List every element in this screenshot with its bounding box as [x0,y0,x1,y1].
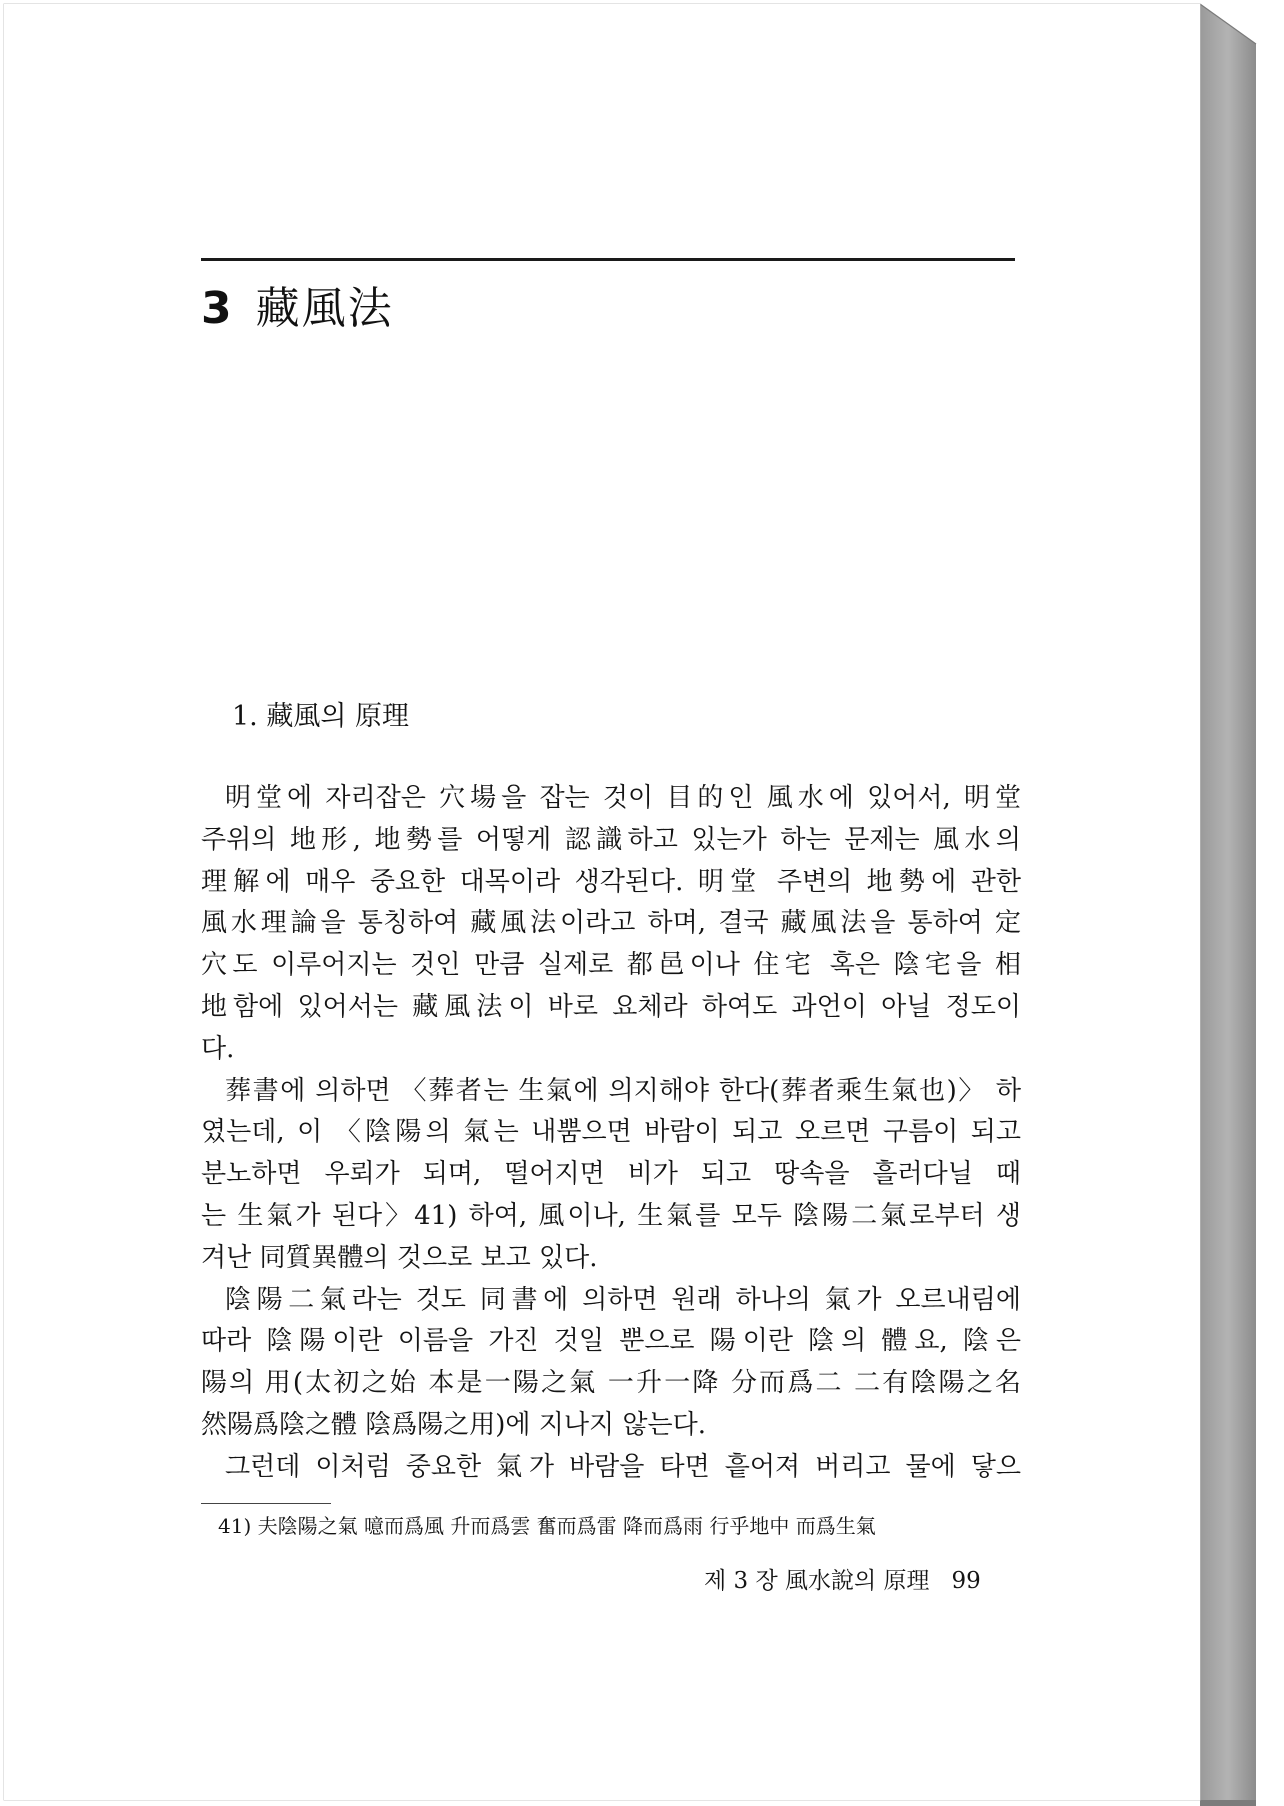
body-line: 明堂에 자리잡은 穴場을 잡는 것이 目的인 風水에 있어서, 明堂 [225,783,1021,813]
body-line: 葬書에 의하면 〈葬者는 生氣에 의지해야 한다(葬者乘生氣也)〉 하 [225,1075,1021,1106]
footnote: 41) 夫陰陽之氣 噫而爲風 升而爲雲 奮而爲雷 降而爲雨 行乎地中 而爲生氣 [218,1514,876,1538]
page-number: 99 [951,1568,981,1594]
body-line: 風水理論을 통칭하여 藏風法이라고 하며, 결국 藏風法을 통하여 定 [201,908,1021,939]
body-line: 然陽爲陰之體 陰爲陽之用)에 지나지 않는다. [201,1409,707,1440]
chapter-rule [201,258,1015,261]
chapter-title: 藏風法 [255,283,394,334]
body-line: 穴도 이루어지는 것인 만큼 실제로 都邑이나 住宅 혹은 陰宅을 相 [201,950,1021,981]
section-heading: 1. 藏風의 原理 [232,701,410,732]
chapter-heading [201,272,394,336]
chapter-number: 3 [201,283,234,334]
body-line: 理解에 매우 중요한 대목이라 생각된다. 明堂 주변의 地勢에 관한 [201,866,1021,897]
body-line: 겨난 同質異體의 것으로 보고 있다. [201,1242,598,1273]
body-line: 그런데 이처럼 중요한 氣가 바람을 타면 흩어져 버리고 물에 닿으 [225,1451,1021,1482]
body-text [201,778,1021,1489]
body-line: 분노하면 우뢰가 되며, 떨어지면 비가 되고 땅속을 흘러다닐 때 [201,1159,1021,1190]
body-line: 따라 陰陽이란 이름을 가진 것일 뿐으로 陽이란 陰의 體요, 陰은 [201,1326,1021,1357]
body-line: 地함에 있어서는 藏風法이 바로 요체라 하여도 과언이 아닐 정도이 [201,991,1021,1022]
body-line: 陽의 用(太初之始 本是一陽之氣 一升一降 分而爲二 二有陰陽之名 [201,1368,1021,1399]
body-line: 陰陽二氣라는 것도 同書에 의하면 원래 하나의 氣가 오르내림에 [225,1284,1021,1315]
running-footer [704,1562,981,1595]
body-line: 였는데, 이 〈陰陽의 氣는 내뿜으면 바람이 되고 오르면 구름이 되고 [201,1117,1021,1148]
body-line: 는 生氣가 된다〉41) 하여, 風이나, 生氣를 모두 陰陽二氣로부터 생 [201,1200,1021,1231]
running-footer-text: 제 3 장 風水說의 原理 [704,1568,930,1594]
body-line: 다. [201,1033,235,1064]
footnote-rule [201,1503,331,1504]
body-line: 주위의 地形, 地勢를 어떻게 認識하고 있는가 하는 문제는 風水의 [201,824,1021,855]
